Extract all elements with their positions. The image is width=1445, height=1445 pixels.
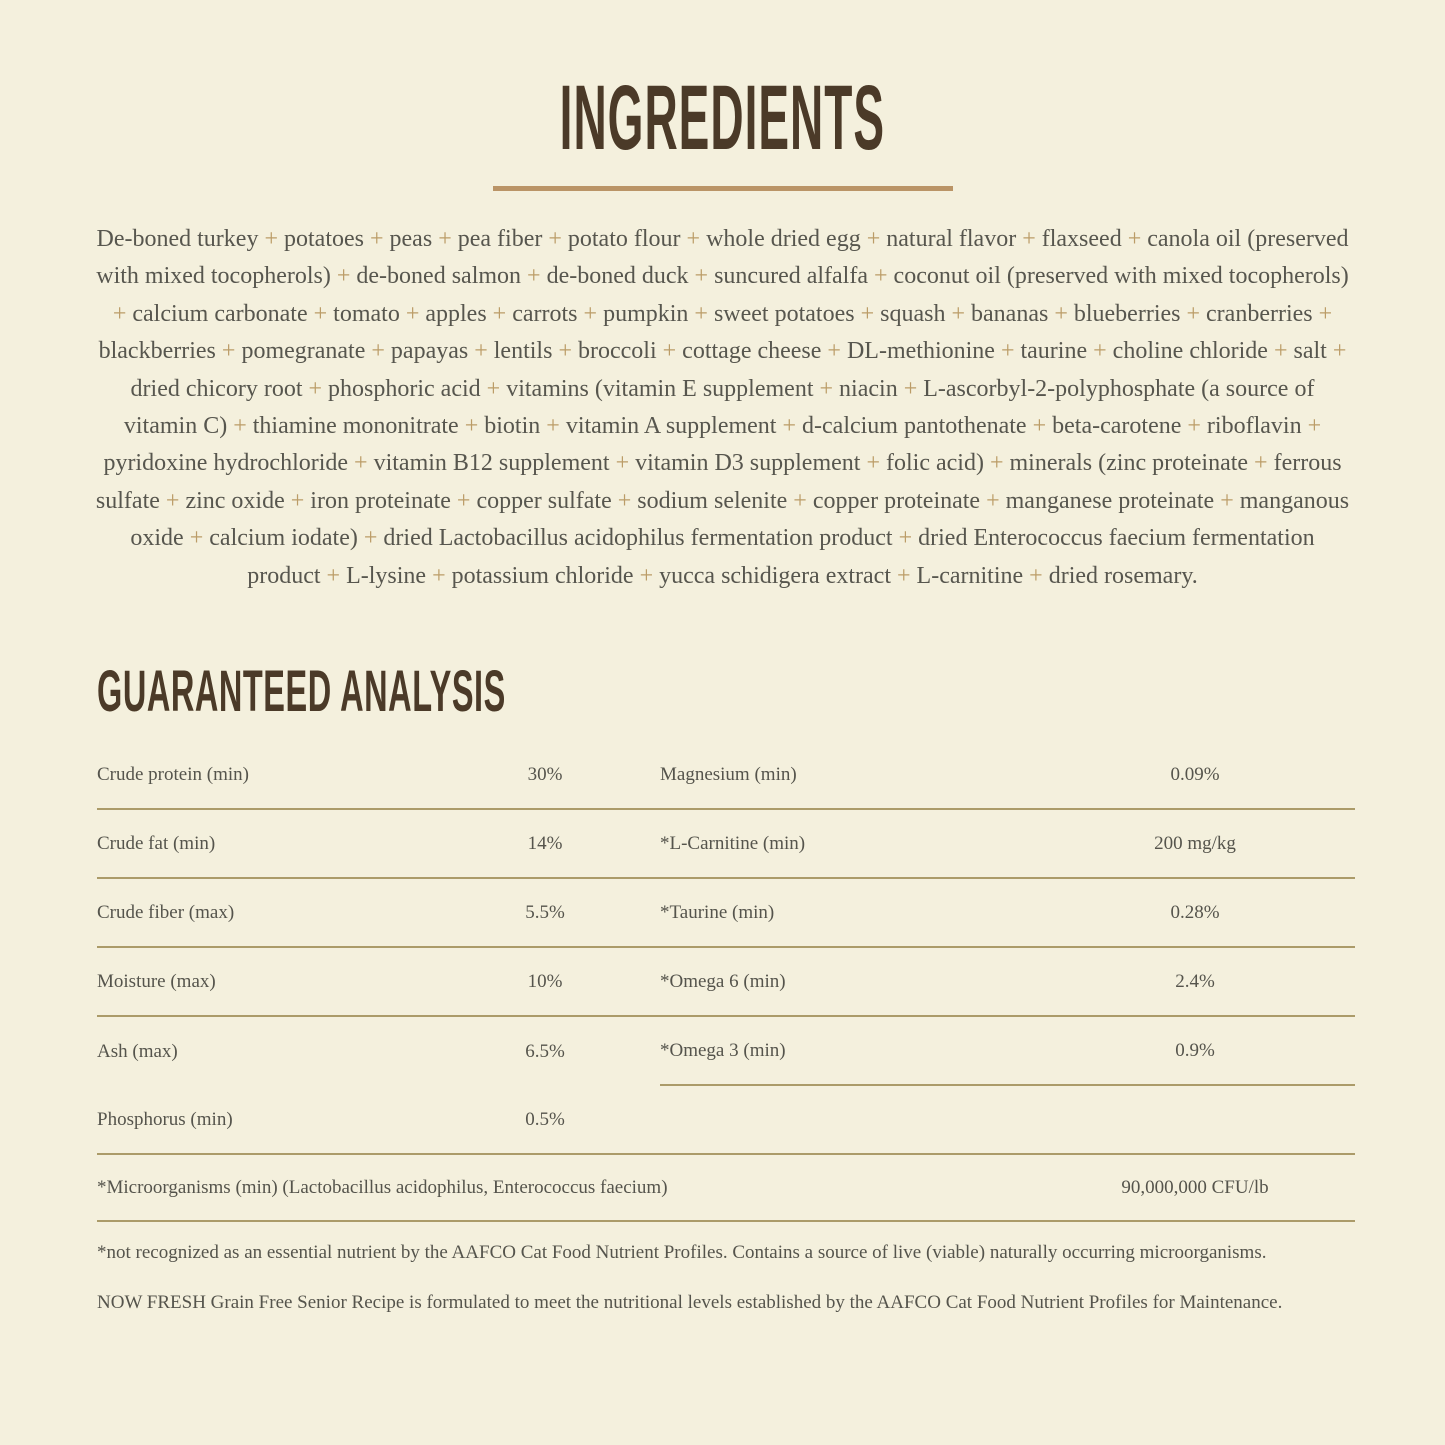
nutrient-right-value: 200 mg/kg: [1154, 832, 1236, 854]
plus-separator: +: [986, 487, 1000, 514]
plus-separator: +: [326, 562, 341, 589]
plus-separator: +: [639, 562, 654, 589]
plus-separator: +: [1186, 300, 1201, 327]
plus-separator: +: [989, 450, 1004, 477]
plus-separator: +: [1318, 300, 1333, 327]
plus-separator: +: [694, 263, 709, 290]
plus-separator: +: [189, 525, 204, 552]
plus-separator: +: [903, 375, 918, 402]
plus-separator: +: [1187, 413, 1201, 440]
nutrient-right-label: *Omega 3 (min): [660, 1039, 786, 1061]
nutrient-right-value: 0.9%: [1175, 1039, 1215, 1061]
plus-separator: +: [1254, 450, 1268, 477]
nutrient-left-value: 14%: [527, 832, 563, 854]
plus-separator: +: [793, 487, 807, 514]
plus-separator: +: [662, 338, 677, 365]
analysis-table-row: [97, 1086, 1355, 1155]
title-divider-rule: [493, 186, 953, 191]
nutrient-left-value: 10%: [527, 970, 563, 992]
plus-separator: +: [264, 226, 278, 252]
plus-separator: +: [527, 263, 541, 290]
ingredients-title: INGREDIENTS: [559, 67, 886, 169]
plus-separator: +: [866, 226, 881, 252]
microorganisms-label: *Microorganisms (min) (Lactobacillus acidophilus, Enterococcus faecium): [97, 1176, 668, 1198]
plus-separator: +: [1332, 338, 1347, 365]
guaranteed-analysis-section: [97, 659, 1355, 1318]
plus-separator: +: [1032, 413, 1047, 440]
nutrient-right-label: *Taurine (min): [660, 901, 775, 923]
analysis-table-row: [97, 741, 1355, 810]
plus-separator: +: [819, 375, 834, 402]
plus-separator: +: [1000, 338, 1015, 365]
plus-separator: +: [827, 338, 841, 365]
plus-separator: +: [615, 450, 630, 477]
plus-separator: +: [617, 487, 632, 514]
plus-separator: +: [492, 300, 507, 327]
plus-separator: +: [165, 487, 180, 514]
nutrient-left-label: Crude fat (min): [97, 832, 216, 854]
plus-separator: +: [874, 263, 888, 290]
plus-separator: +: [233, 413, 247, 440]
nutrient-left-label: Ash (max): [97, 1040, 178, 1062]
plus-separator: +: [583, 300, 598, 327]
plus-separator: +: [290, 487, 305, 514]
plus-separator: +: [686, 226, 701, 252]
plus-separator: +: [1307, 413, 1322, 440]
nutrient-left-label: Phosphorus (min): [97, 1108, 233, 1130]
plus-separator: +: [558, 338, 572, 365]
plus-separator: +: [546, 413, 560, 440]
plus-separator: +: [866, 450, 880, 477]
plus-separator: +: [486, 375, 501, 402]
plus-separator: +: [860, 300, 875, 327]
nutrient-left-value: 0.5%: [525, 1108, 565, 1130]
nutrient-right-cell: [660, 879, 1355, 946]
plus-separator: +: [782, 413, 797, 440]
nutrient-left-cell: [97, 948, 660, 1015]
microorganisms-value: 90,000,000 CFU/lb: [1121, 1176, 1269, 1198]
nutrient-left-value: 30%: [527, 763, 563, 785]
analysis-table-row: [97, 1017, 1355, 1086]
plus-separator: +: [464, 413, 479, 440]
footnote-asterisk: *not recognized as an essential nutrient by the AAFCO Cat Food Nutrient Profiles. Contains a source of live (viable) naturally occurring microorganisms.: [97, 1242, 1267, 1264]
analysis-table-row: [97, 810, 1355, 879]
nutrient-left-label: Moisture (max): [97, 970, 216, 992]
plus-separator: +: [313, 300, 328, 327]
plus-separator: +: [369, 226, 384, 252]
nutrient-right-value: 0.28%: [1170, 901, 1220, 923]
plus-separator: +: [371, 338, 385, 365]
plus-separator: +: [951, 300, 966, 327]
plus-separator: +: [1093, 338, 1107, 365]
plus-separator: +: [1220, 487, 1234, 514]
plus-separator: +: [405, 300, 420, 327]
plus-separator: +: [354, 450, 368, 477]
plus-separator: +: [1273, 338, 1288, 365]
plus-separator: +: [1022, 226, 1036, 252]
nutrient-right-cell: [660, 810, 1355, 877]
nutrient-right-cell: [660, 948, 1355, 1015]
plus-separator: +: [898, 525, 913, 552]
ingredients-section-header: [0, 0, 1445, 169]
plus-separator: +: [474, 338, 488, 365]
nutrient-left-cell: [97, 879, 660, 946]
plus-separator: +: [897, 562, 911, 589]
nutrient-right-label: *L-Carnitine (min): [660, 832, 806, 854]
analysis-table-row: [97, 948, 1355, 1017]
nutrient-left-cell: [97, 741, 660, 808]
plus-separator: +: [112, 300, 127, 327]
nutrient-right-label: Magnesium (min): [660, 763, 797, 785]
nutrient-right-value: 2.4%: [1175, 970, 1215, 992]
nutrient-left-cell: [97, 1017, 660, 1086]
plus-separator: +: [694, 300, 708, 327]
nutrient-right-value: 0.09%: [1170, 763, 1220, 785]
plus-separator: +: [432, 562, 446, 589]
nutrient-left-value: 6.5%: [525, 1040, 565, 1062]
guaranteed-analysis-title: GUARANTEED ANALYSIS: [97, 659, 506, 725]
plus-separator: +: [456, 487, 471, 514]
nutrient-right-label: *Omega 6 (min): [660, 970, 786, 992]
nutrient-left-label: Crude fiber (max): [97, 901, 235, 923]
nutrient-left-value: 5.5%: [525, 901, 565, 923]
ingredients-text: De-boned turkey + potatoes + peas + pea fiber + potato flour + whole dried egg + natural flavor + flaxseed + canola oil (preserved with mixed tocopherols) + de-boned salmon + de-boned duck + suncured alfalfa + coconut oil (preserved with mixed tocopherols) + calcium carbonate + tomato + apples + carrots + pumpkin + sweet potatoes + squash + bananas + blueberries + cranberries + blackberries + pomegranate + papayas + lentils + broccoli + cottage cheese + DL-methionine + taurine + choline chloride + salt + dried chicory root + phosphoric acid + vitamins (vitamin E supplement + niacin + L-ascorbyl-2-polyphosphate (a source of vitamin C) + thiamine mononitrate + biotin + vitamin A supplement + d-calcium pantothenate + beta-carotene + riboflavin + pyridoxine hydrochloride + vitamin B12 supplement + vitamin D3 supplement + folic acid) + minerals (zinc proteinate + ferrous sulfate + zinc oxide + iron proteinate + copper sulfate + sodium selenite + copper proteinate + manganese proteinate + manganous oxide + calcium iodate) + dried Lactobacillus acidophilus fermentation product + dried Enterococcus faecium fermentation product + L-lysine + potassium chloride + yucca schidigera extract + L-carnitine + dried rosemary.: [95, 226, 1350, 589]
plus-separator: +: [438, 226, 452, 252]
plus-separator: +: [308, 375, 323, 402]
plus-separator: +: [221, 338, 236, 365]
plus-separator: +: [1029, 562, 1043, 589]
nutrient-left-cell: [97, 810, 660, 877]
nutrient-left-label: Crude protein (min): [97, 763, 249, 785]
nutrient-right-cell: [660, 741, 1355, 808]
analysis-table-row: [97, 879, 1355, 948]
analysis-table: [97, 741, 1355, 1155]
plus-separator: +: [548, 226, 562, 252]
nutrient-right-cell: [660, 1017, 1355, 1086]
nutrient-right-cell: [660, 1086, 1355, 1153]
microorganisms-row: [97, 1155, 1355, 1222]
footnote-aafco: NOW FRESH Grain Free Senior Recipe is formulated to meet the nutritional levels established by the AAFCO Cat Food Nutrient Profiles for Maintenance.: [97, 1292, 1283, 1314]
nutrient-left-cell: [97, 1086, 660, 1153]
plus-separator: +: [363, 525, 378, 552]
plus-separator: +: [336, 263, 351, 290]
plus-separator: +: [1054, 300, 1068, 327]
plus-separator: +: [1127, 226, 1142, 252]
